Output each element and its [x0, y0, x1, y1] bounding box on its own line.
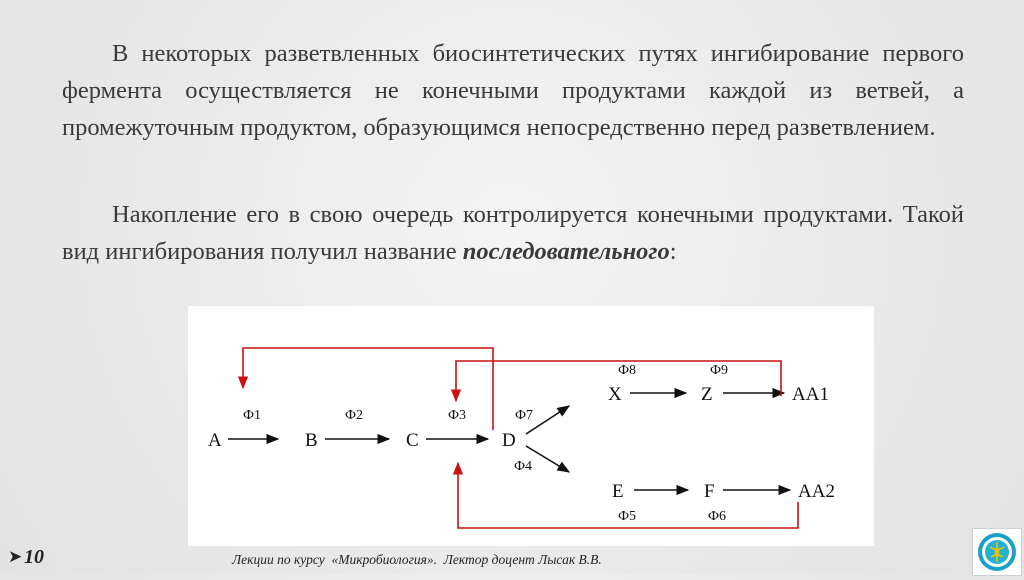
enzyme-f6: Ф6 [708, 509, 727, 524]
paragraph-2-text: Накопление его в свою очередь контролируется конечными продуктами. Такой вид ингибирования получил название [62, 201, 964, 265]
node-a: A [208, 430, 222, 451]
sequential-term: последовательного [462, 238, 670, 265]
enzyme-f7: Ф7 [515, 408, 534, 423]
node-z: Z [701, 384, 713, 405]
paragraph-2-colon: : [669, 238, 677, 265]
enzyme-f3: Ф3 [448, 408, 467, 423]
node-x: X [608, 384, 622, 405]
enzyme-f8: Ф8 [618, 363, 637, 378]
node-e: E [612, 481, 624, 502]
footer-lecture-credit: Лекции по курсу «Микробиология». Лектор доцент Лысак В.В. [232, 552, 602, 567]
paragraph-1: В некоторых разветвленных биосинтетических путях ингибирование первого фермента осуществляется не конечными продуктами каждой из ветвей, а промежуточным продуктом, образующимся непосредственно перед разветвлением. [62, 40, 964, 141]
enzyme-f2: Ф2 [345, 408, 364, 423]
reaction-arrow-d-e [526, 446, 569, 472]
footer-arrow-icon: ➤ [8, 547, 23, 567]
node-c: C [406, 430, 419, 451]
node-aa2: AA2 [798, 481, 835, 502]
node-f: F [704, 481, 715, 502]
enzyme-f5: Ф5 [618, 509, 637, 524]
enzyme-f9: Ф9 [710, 363, 729, 378]
enzyme-f1: Ф1 [243, 408, 262, 423]
node-b: B [305, 430, 318, 451]
pathway-svg [188, 306, 874, 546]
node-d: D [502, 430, 516, 451]
university-logo-icon [972, 528, 1022, 576]
pathway-diagram [188, 306, 874, 546]
enzyme-f4: Ф4 [514, 459, 533, 474]
paragraph-2 [62, 196, 964, 270]
node-aa1: AA1 [792, 384, 829, 405]
page-number: 10 [24, 546, 44, 568]
